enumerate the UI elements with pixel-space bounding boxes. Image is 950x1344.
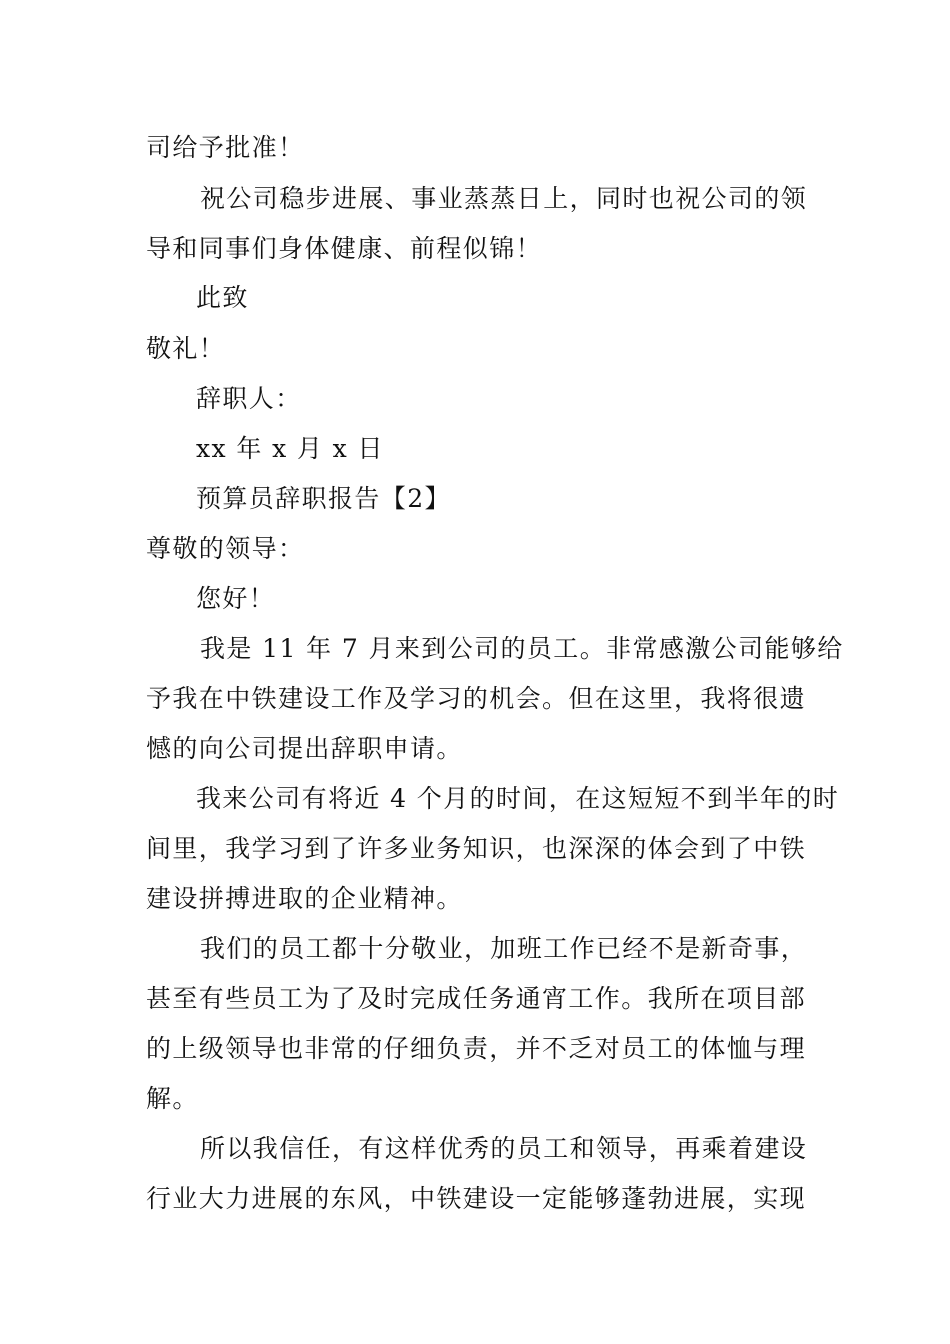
closing-regards: 敬礼！ — [146, 334, 226, 363]
body-text-line: 我是 11 年 7 月来到公司的员工。非常感激公司能够给 — [200, 634, 844, 663]
body-text-line: 我们的员工都十分敬业，加班工作已经不是新奇事， — [200, 934, 808, 963]
body-text-line: 我来公司有将近 4 个月的时间，在这短短不到半年的时 — [196, 784, 840, 813]
body-text-line: 解。 — [146, 1084, 199, 1113]
signature-label: 辞职人： — [196, 384, 302, 413]
body-text-line: 行业大力进展的东风，中铁建设一定能够蓬勃进展，实现 — [146, 1184, 807, 1213]
body-text-line: 祝公司稳步进展、事业蒸蒸日上，同时也祝公司的领 — [200, 184, 808, 213]
closing-salutation: 此致 — [196, 283, 249, 312]
body-text-line: 憾的向公司提出辞职申请。 — [146, 734, 463, 763]
body-text-line: 间里，我学习到了许多业务知识，也深深的体会到了中铁 — [146, 834, 807, 863]
greeting-hello: 您好！ — [196, 584, 276, 613]
body-text-line: 所以我信任，有这样优秀的员工和领导，再乘着建设 — [200, 1134, 808, 1163]
body-text-line: 导和同事们身体健康、前程似锦！ — [146, 234, 543, 263]
body-text-line: 司给予批准！ — [146, 133, 305, 162]
greeting: 尊敬的领导： — [146, 534, 305, 563]
body-text-line: 建设拼搏进取的企业精神。 — [146, 884, 463, 913]
body-text-line: 予我在中铁建设工作及学习的机会。但在这里，我将很遗 — [146, 684, 807, 713]
section-title: 预算员辞职报告【2】 — [196, 484, 451, 513]
body-text-line: 甚至有些员工为了及时完成任务通宵工作。我所在项目部 — [146, 984, 807, 1013]
date-line: xx 年 x 月 x 日 — [196, 434, 384, 463]
body-text-line: 的上级领导也非常的仔细负责，并不乏对员工的体恤与理 — [146, 1034, 807, 1063]
